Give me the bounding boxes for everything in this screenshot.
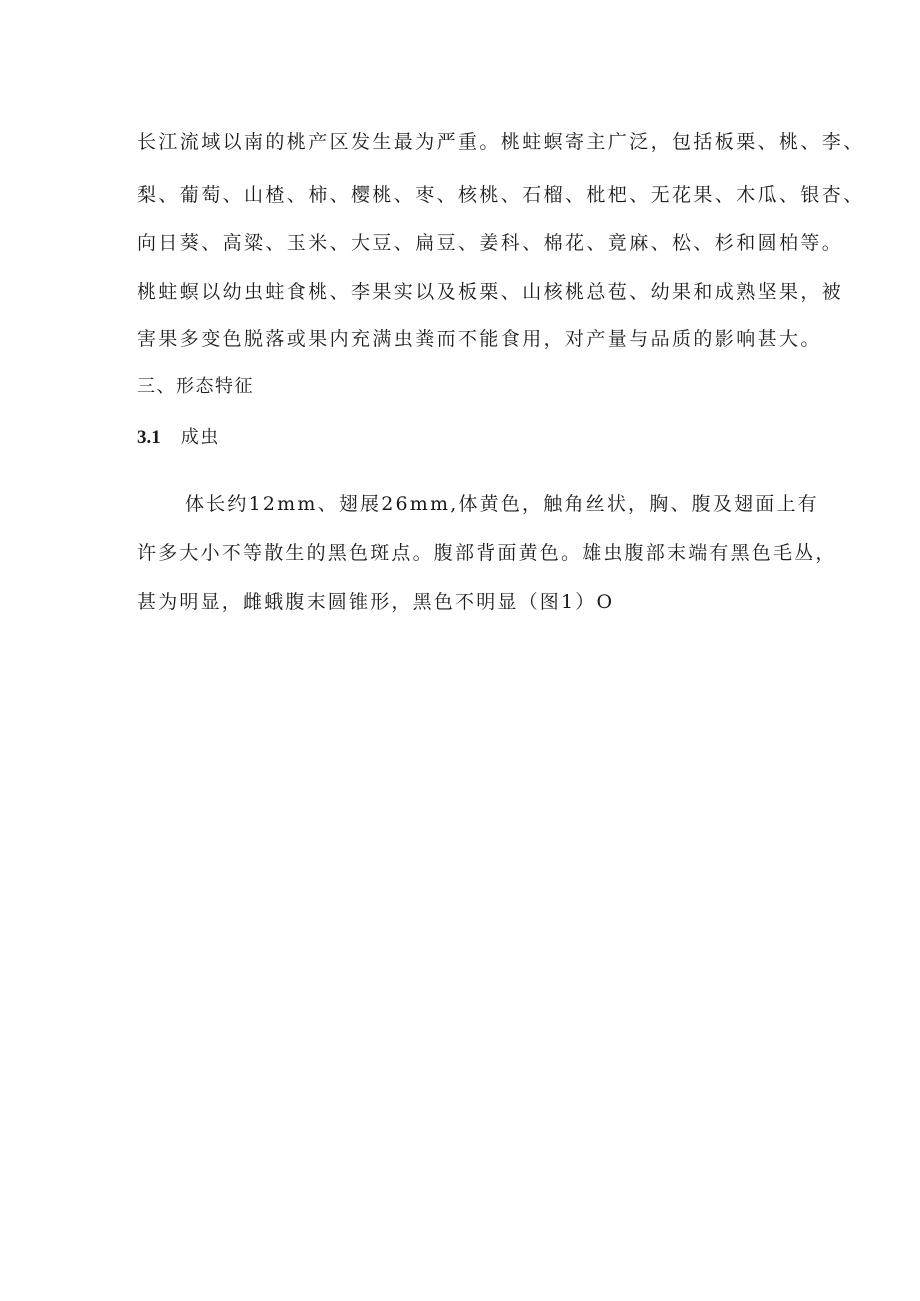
paragraph-line: 甚为明显，雌蛾腹末圆锥形，黑色不明显（图1）O	[137, 591, 615, 613]
subsection-title: 成虫	[180, 427, 220, 448]
paragraph-line: 长江流域以南的桃产区发生最为严重。桃蛀螟寄主广泛，包括板栗、桃、李、	[137, 131, 865, 153]
paragraph-line: 桃蛀螟以幼虫蛀食桃、李果实以及板栗、山核桃总苞、幼果和成熟坚果，被	[137, 281, 844, 303]
paragraph-line: 许多大小不等散生的黑色斑点。腹部背面黄色。雄虫腹部末端有黑色毛丛，	[137, 542, 837, 564]
subsection-heading	[137, 426, 220, 450]
paragraph-line: 梨、葡萄、山楂、柿、樱桃、枣、核桃、石榴、枇杷、无花果、木瓜、银杏、	[137, 184, 865, 206]
paragraph-line: 向日葵、高粱、玉米、大豆、扁豆、姜科、棉花、竟麻、松、杉和圆柏等。	[137, 232, 844, 254]
section-heading: 三、形态特征	[137, 376, 254, 397]
subsection-number: 3.1	[137, 427, 161, 448]
paragraph-line: 体长约12mm、翅展26mm,体黄色，触角丝状，胸、腹及翅面上有	[185, 493, 819, 515]
paragraph-line: 害果多变色脱落或果内充满虫粪而不能食用，对产量与品质的影响甚大。	[137, 328, 822, 350]
